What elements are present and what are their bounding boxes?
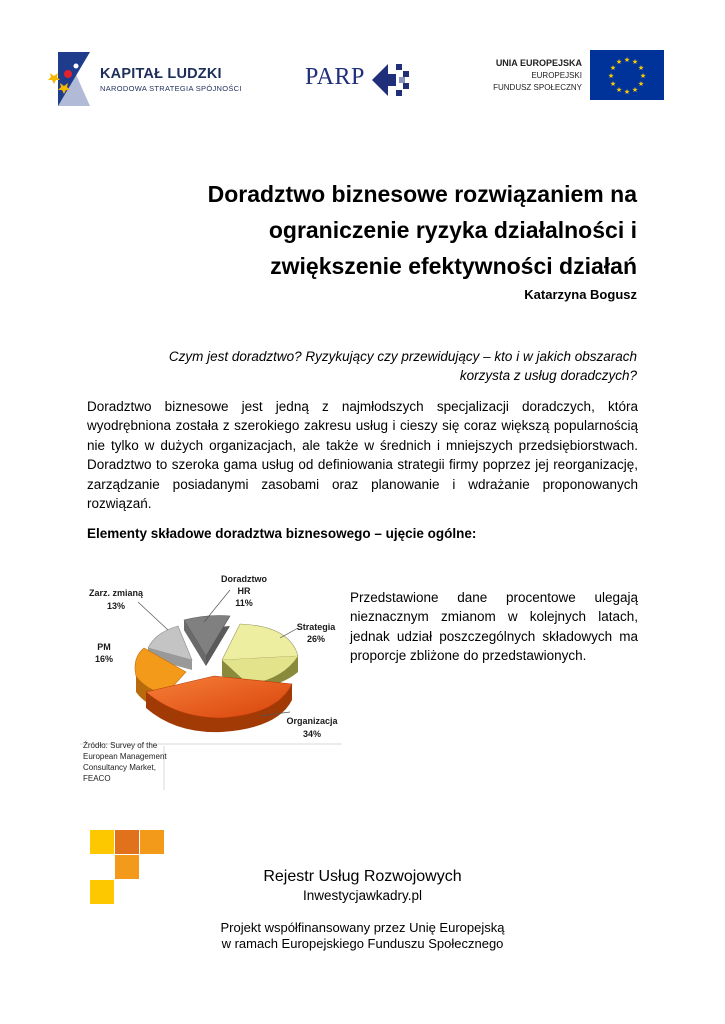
rur-logo-blocks: [90, 830, 164, 904]
label-hr-line1: Doradztwo: [221, 574, 267, 584]
efs-label-line2: FUNDUSZ SPOŁECZNY: [493, 83, 582, 92]
source-line-4: FEACO: [83, 774, 111, 783]
svg-text:★: ★: [609, 64, 617, 72]
article-title: [100, 176, 637, 284]
svg-text:★: ★: [639, 72, 647, 80]
article-author: Katarzyna Bogusz: [524, 287, 637, 302]
source-line-1: Źródło: Survey of the: [83, 741, 158, 750]
svg-text:★: ★: [631, 58, 639, 66]
label-pm: PM: [97, 642, 111, 652]
source-line-2: European Management: [83, 752, 167, 761]
rejestr-site-link[interactable]: Inwestycjawkadry.pl: [302, 888, 423, 903]
kapital-ludzki-name: KAPITAŁ LUDZKI: [100, 66, 222, 82]
svg-text:★: ★: [631, 86, 639, 94]
efs-label-line1: EUROPEJSKI: [531, 71, 582, 80]
svg-text:★: ★: [609, 80, 617, 88]
label-organizacja: Organizacja: [286, 716, 338, 726]
section-heading: Elementy składowe doradztwa biznesowego – ujęcie ogólne:: [87, 526, 477, 541]
svg-text:★: ★: [637, 64, 645, 72]
source-line-3: Consultancy Market,: [83, 763, 156, 772]
parp-name: PARP: [305, 64, 365, 90]
label-hr-line2: HR: [237, 586, 251, 596]
svg-text:★: ★: [623, 88, 631, 96]
leader-zarz: [138, 602, 168, 630]
question-line-1: Czym jest doradztwo? Ryzykujący czy przewidujący – kto i w jakich obszarach: [168, 349, 637, 364]
rejestr-title: Rejestr Usług Rozwojowych: [263, 868, 462, 885]
svg-text:★: ★: [615, 86, 623, 94]
svg-text:★: ★: [637, 80, 645, 88]
parp-arrow-icon: [372, 62, 410, 98]
title-line-2: ograniczenie ryzyka działalności i: [268, 217, 637, 243]
title-line-1: Doradztwo biznesowe rozwiązaniem na: [207, 181, 637, 207]
svg-text:★: ★: [615, 58, 623, 66]
kapital-ludzki-subtitle: NARODOWA STRATEGIA SPÓJNOŚCI: [100, 84, 242, 93]
svg-text:★: ★: [607, 72, 615, 80]
label-strategia-value: 26%: [306, 634, 326, 644]
eu-flag-icon: [590, 50, 664, 100]
project-line-2: w ramach Europejskiego Funduszu Społecznego: [221, 936, 504, 951]
label-pm-value: 16%: [94, 654, 114, 664]
label-hr-value: 11%: [235, 598, 253, 608]
question-line-2: korzysta z usług doradczych?: [459, 368, 637, 383]
title-line-3: zwiększenie efektywności działań: [270, 253, 637, 279]
lead-question: [100, 347, 637, 385]
svg-text:★: ★: [623, 56, 631, 64]
kapital-ludzki-logo: [48, 46, 96, 108]
chart-description: Przedstawione dane procentowe ulegają nieznacznym zmianom w kolejnych latach, jednak udział poszczególnych składowych ma proporcje zbliżone do przedstawionych.: [350, 590, 638, 664]
label-organizacja-value: 34%: [302, 729, 322, 739]
body-paragraph: Doradztwo biznesowe jest jedną z najmłodszych specjalizacji doradczych, która wyodrębniona została z szerokiego zakresu usług i cieszy się coraz większą popularnością nie tylko w dużych organizacjach, ale także w średnich i mniejszych przedsiębiorstwach. Doradztwo to szeroka gama usług od definiowania strategii firmy poprzez jej reorganizację, zarządzanie posiadanymi zasobami oraz planowanie i wdrażanie proponowanych rozwiązań.: [87, 399, 638, 512]
label-zarz: Zarz. zmianą: [88, 588, 144, 598]
leader-strategia: [280, 628, 298, 638]
project-line-1: Projekt współfinansowany przez Unię Europejską: [220, 920, 505, 935]
chart-source: [83, 740, 193, 784]
label-strategia: Strategia: [296, 622, 336, 632]
label-zarz-value: 13%: [106, 601, 126, 611]
unia-europejska-label: UNIA EUROPEJSKA: [495, 58, 582, 68]
